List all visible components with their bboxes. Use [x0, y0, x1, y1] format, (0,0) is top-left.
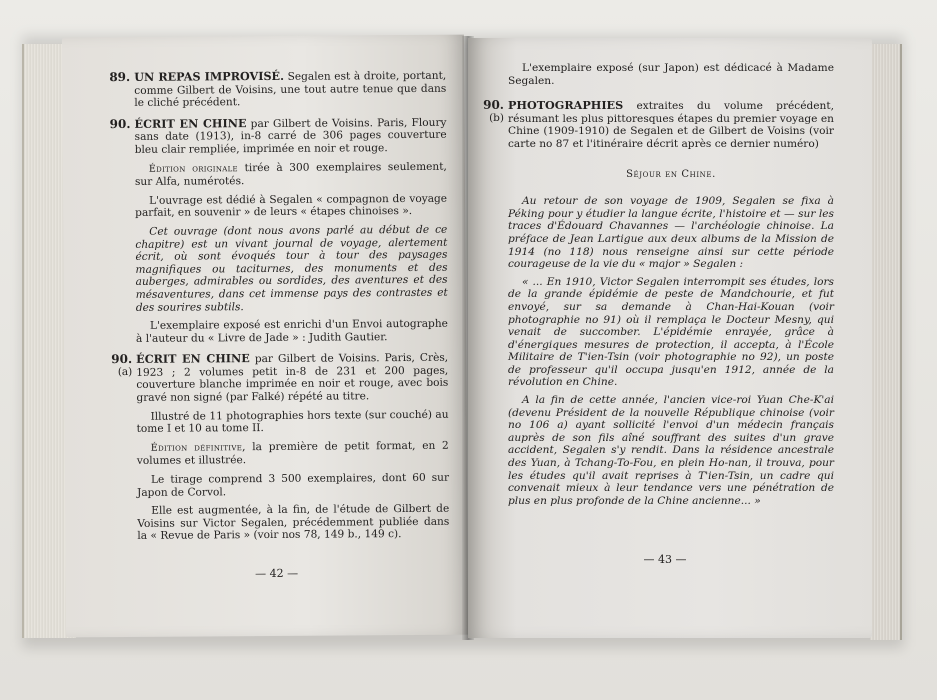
entry-text: par Gilbert de Voisins. Paris, Crès, 1923 ; 2 volumes petit in-8 de 231 et 200 pages, couverture blanche imprimée en noir et rouge, avec bois gravé non signé (par Falké) répété au titre. — [136, 352, 449, 404]
entry-text: par Gilbert de Voisins. Paris, Floury sans date (1913), in-8 carré de 306 pages couverture bleu clair rempliée, imprimée en noir et rouge. — [134, 116, 447, 156]
edition-label: Édition définitive — [150, 442, 243, 454]
left-page-text — [109, 68, 450, 551]
entry-heading: UN REPAS IMPROVISÉ. — [134, 68, 284, 84]
entry-90b-photographies — [483, 98, 834, 150]
entry-sub-letter: (a) — [117, 366, 133, 379]
intro-text: L'exemplaire exposé (sur Japon) est dédicacé à Madame Segalen. — [508, 62, 834, 87]
page-number-left: — 42 — — [255, 566, 299, 581]
entry-text: extraites du volume précédent, résumant les plus pittoresques étapes du premier voyage en Chine (1909-1910) de Segalen et de Gilbert de Voisins (voir carte no 87 et l'itinéraire décrit après ce dernier numéro) — [508, 100, 834, 150]
entry-number: 90. — [483, 98, 504, 113]
right-page-edges — [870, 44, 902, 640]
section-title: Séjour en Chine. — [626, 168, 716, 180]
quote-text: Cet ouvrage (dont nous avons parlé au début de ce chapitre) est un vivant journal de voyage, alertement écrit, où sont évoqués tour à tour des paysages magnifiques ou taciturnes, des monuments et des auberges, admirables ou sordides, des aventures et des mésaventures, dans cet immense pays des contrastes et des sourires subtils. — [135, 223, 448, 314]
edition-text: tirée à 300 exemplaires seulement, sur Alfa, numérotés. — [134, 160, 447, 189]
entry-90a-1923 — [111, 351, 450, 543]
entry-number: 90. — [109, 116, 131, 131]
envoi-text: L'exemplaire exposé est enrichi d'un Envoi autographe à l'auteur du « Livre de Jade » : Judith Gautier. — [135, 317, 448, 345]
entry-number: 89. — [109, 69, 131, 85]
tirage-text: Le tirage comprend 3 500 exemplaires, dont 60 sur Japon de Corvol. — [137, 471, 450, 499]
right-page — [468, 38, 872, 638]
entry-text: Segalen est à droite, portant, comme Gilbert de Voisins, une tout autre tenue que dans le cliché précédent. — [134, 69, 447, 110]
entry-90-1913 — [109, 115, 448, 346]
right-page-text — [483, 62, 834, 507]
entry-sub-letter: (b) — [489, 112, 504, 125]
entry-89 — [109, 68, 447, 110]
augment-text: Elle est augmentée, à la fin, de l'étude de Gilbert de Voisins sur Victor Segalen, précédemment publiée dans la « Revue de Paris » (voir nos 78, 149 b., 149 c). — [137, 502, 450, 543]
paragraph-1: Au retour de son voyage de 1909, Segalen se fixa à Péking pour y étudier la langue écrite, l'histoire et — sur les traces d'Édouard Chavannes — l'archéologie chinoise. La préface de Jean Lartigue aux deux albums de la Mission de 1914 (no 118) nous renseigne ainsi sur cette période courageuse de la vie du « major » Segalen : — [508, 195, 834, 271]
entry-heading: ÉCRIT EN CHINE — [134, 115, 247, 131]
page-number-right: — 43 — — [643, 553, 687, 566]
entry-heading: PHOTOGRAPHIES — [508, 98, 624, 113]
illustration-text: Illustré de 11 photographies hors texte (sur couché) au tome I et 10 au tome II. — [136, 408, 449, 436]
entry-heading: ÉCRIT EN CHINE — [136, 351, 250, 367]
entry-number: 90. — [111, 352, 133, 367]
paragraph-3: A la fin de cette année, l'ancien vice-roi Yuan Che-K'ai (devenu Président de la nouvelle République chinoise (voir no 106 a) ayant sollicité l'envoi d'un médecin français auprès de son fils aîné souffrant des suites d'un grave accident, Segalen s'y rendit. Dans la résidence ancestrale des Yuan, à Tchang-To-Fou, en plein Ho-nan, il trouva, pour les études qu'il avait reprises à T'ien-Tsin, un cadre qui convenait mieux à leur tendance vers une pénétration de plus en plus profonde de la Chine ancienne... » — [508, 394, 834, 507]
edition-label: Édition originale — [148, 162, 238, 175]
edition-text: , la première de petit format, en 2 volumes et illustrée. — [136, 439, 449, 468]
paragraph-2: « ... En 1910, Victor Segalen interrompit ses études, lors de la grande épidémie de peste de Mandchourie, et fut envoyé, sur sa demande à Chan-Hai-Kouan (voir photographie no 91) où il remplaça le Docteur Mesny, qui venait de succomber. L'épidémie enrayée, grâce à d'énergiques mesures de protection, il accepta, à l'École Militaire de T'ien-Tsin (voir photographie no 92), un poste de professeur qu'il occupa jusqu'en 1912, année de la révolution en Chine. — [508, 275, 834, 389]
left-page — [62, 35, 468, 638]
dedication-text: L'ouvrage est dédié à Segalen « compagnon de voyage parfait, en souvenir » de leurs « étapes chinoises ». — [135, 192, 448, 220]
